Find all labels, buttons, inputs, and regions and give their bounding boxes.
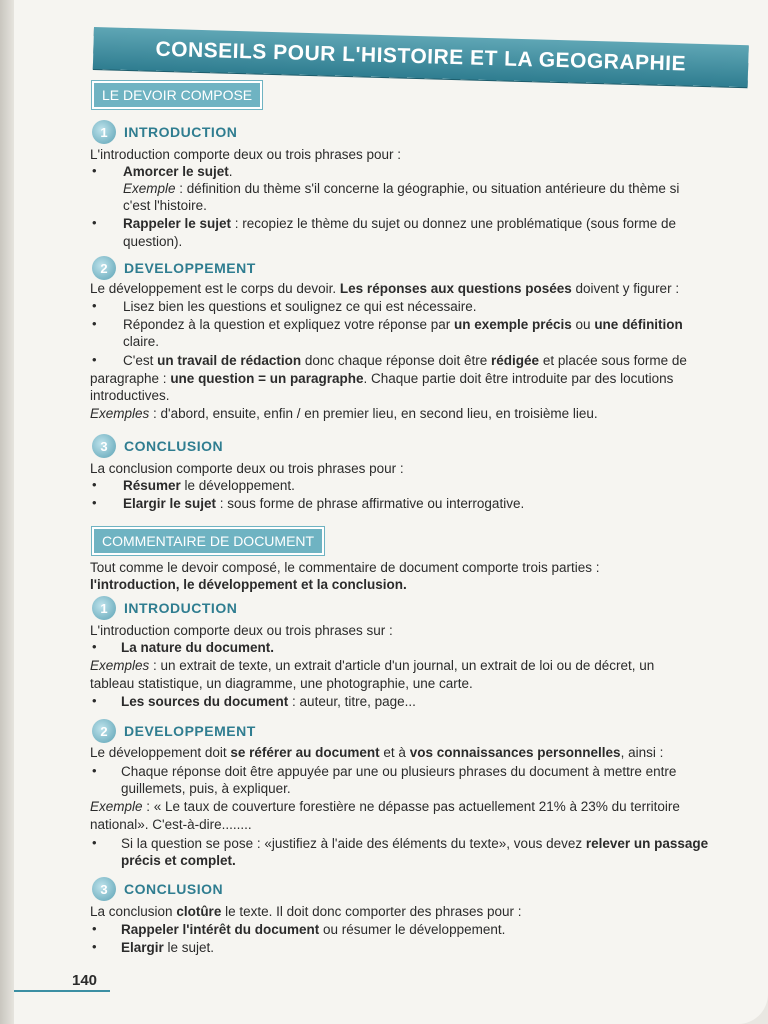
step-title: INTRODUCTION (124, 124, 238, 140)
bullet-icon: • (92, 939, 97, 954)
bullet-elargir-2: Elargir le sujet. (121, 940, 215, 955)
step-title: DEVELOPPEMENT (124, 260, 256, 276)
bullet-sources: Les sources du document : auteur, titre, page... (121, 694, 416, 709)
commentaire-lead-bold: l'introduction, le développement et la conclusion. (90, 577, 407, 592)
bullet-icon: • (92, 316, 97, 331)
bullet-icon: • (92, 352, 97, 367)
concl-lead: La conclusion comporte deux ou trois phrases pour : (90, 461, 404, 476)
step-number-icon: 2 (92, 719, 116, 743)
dev2-example: Exemple : « Le taux de couverture forestière ne dépasse pas actuellement 21% à 23% du territoire (90, 799, 680, 814)
dev-examples: Exemples : d'abord, ensuite, enfin / en premier lieu, en second lieu, en troisième lieu. (90, 406, 598, 421)
bullet-icon: • (92, 835, 97, 850)
step-conclusion-2 (92, 877, 223, 901)
step-conclusion-1 (92, 434, 223, 458)
example-line: Exemple : définition du thème s'il concerne la géographie, ou situation antérieure du thème si (123, 181, 680, 196)
page-number: 140 (72, 972, 98, 989)
intro2-lead: L'introduction comporte deux ou trois phrases sur : (90, 623, 393, 638)
bullet-icon: • (92, 639, 97, 654)
redaction-cont-2: introductives. (90, 388, 170, 403)
concl2-lead: La conclusion clotûre le texte. Il doit donc comporter des phrases pour : (90, 904, 522, 919)
intro-lead: L'introduction comporte deux ou trois phrases pour : (90, 147, 402, 162)
bullet-repondez-cont: claire. (123, 334, 160, 349)
bullet-icon: • (92, 298, 97, 313)
bullet-amorcer: Amorcer le sujet. (123, 164, 233, 179)
bullet-icon: • (92, 163, 97, 178)
bullet-nature: La nature du document. (121, 640, 275, 655)
bullet-icon: • (92, 215, 97, 230)
bullet-question: Si la question se pose : «justifiez à l'aide des éléments du texte», vous devez relever un passage (121, 836, 709, 851)
bullet-elargir: Elargir le sujet : sous forme de phrase affirmative ou interrogative. (123, 496, 525, 511)
step-number-icon: 3 (92, 434, 116, 458)
redaction-cont: paragraphe : une question = un paragraphe. Chaque partie doit être introduite par des locutions (90, 371, 674, 386)
bullet-repondez: Répondez à la question et expliquez votre réponse par un exemple précis ou une définition (123, 317, 683, 332)
bullet-icon: • (92, 477, 97, 492)
step-title: DEVELOPPEMENT (124, 723, 256, 739)
step-number-icon: 3 (92, 877, 116, 901)
bullet-lisez: Lisez bien les questions et soulignez ce qui est nécessaire. (123, 299, 477, 314)
section-tag-commentaire: COMMENTAIRE DE DOCUMENT (92, 527, 324, 555)
bullet-rappeler-cont: question). (123, 234, 183, 249)
step-number-icon: 1 (92, 120, 116, 144)
example-line-2: c'est l'histoire. (123, 198, 207, 213)
page-number-rule (14, 990, 110, 992)
bullet-icon: • (92, 495, 97, 510)
bullet-chaque: Chaque réponse doit être appuyée par une ou plusieurs phrases du document à mettre entre (121, 764, 677, 779)
bullet-icon: • (92, 763, 97, 778)
page-title: CONSEILS POUR L'HISTOIRE ET LA GEOGRAPHIE (93, 27, 749, 87)
bullet-icon: • (92, 693, 97, 708)
step-title: CONCLUSION (124, 438, 224, 454)
dev2-example-2: national». C'est-à-dire........ (90, 817, 252, 832)
step-developpement-1 (92, 256, 256, 280)
bullet-rappeler-interet: Rappeler l'intérêt du document ou résumer le développement. (121, 922, 506, 937)
bullet-icon: • (92, 921, 97, 936)
bullet-chaque-cont: guillemets, puis, à expliquer. (121, 781, 291, 796)
book-binding-edge (0, 0, 14, 1024)
bullet-redaction: C'est un travail de rédaction donc chaque réponse doit être rédigée et placée sous forme de (123, 353, 687, 368)
intro2-examples: Exemples : un extrait de texte, un extrait d'article d'un journal, un extrait de loi ou de décret, un (90, 658, 655, 673)
dev-lead: Le développement est le corps du devoir. Les réponses aux questions posées doivent y figurer : (90, 281, 680, 296)
commentaire-lead: Tout comme le devoir composé, le commentaire de document comporte trois parties : (90, 560, 600, 575)
step-introduction-2 (92, 596, 237, 620)
step-introduction-1 (92, 120, 237, 144)
step-developpement-2 (92, 719, 256, 743)
step-title: CONCLUSION (124, 881, 224, 897)
bullet-resumer: Résumer le développement. (123, 478, 295, 493)
bullet-rappeler: Rappeler le sujet : recopiez le thème du sujet ou donnez une problématique (sous forme de (123, 216, 677, 231)
section-tag-devoir: LE DEVOIR COMPOSE (92, 81, 262, 109)
intro2-examples-2: tableau statistique, un diagramme, une photographie, une carte. (90, 676, 473, 691)
step-number-icon: 2 (92, 256, 116, 280)
dev2-lead: Le développement doit se référer au document et à vos connaissances personnelles, ainsi : (90, 745, 664, 760)
step-number-icon: 1 (92, 596, 116, 620)
bullet-question-cont: précis et complet. (121, 853, 236, 868)
step-title: INTRODUCTION (124, 600, 238, 616)
